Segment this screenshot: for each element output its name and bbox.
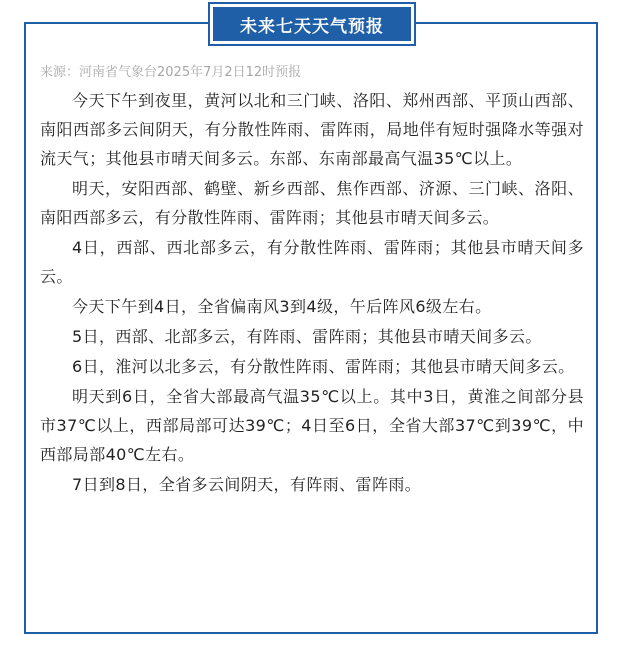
forecast-paragraph: 今天下午到夜里，黄河以北和三门峡、洛阳、郑州西部、平顶山西部、南阳西部多云间阴天，有分散性阵雨、雷阵雨，局地伴有短时强降水等强对流天气；其他县市晴天间多云。东部、东南部最高气温35℃以上。 <box>40 91 584 168</box>
forecast-paragraph: 5日，西部、北部多云，有阵雨、雷阵雨；其他县市晴天间多云。 <box>72 327 542 346</box>
forecast-paragraph: 今天下午到4日，全省偏南风3到4级，午后阵风6级左右。 <box>72 297 492 316</box>
forecast-content <box>40 62 584 500</box>
forecast-paragraph: 7日到8日，全省多云间阴天，有阵雨、雷阵雨。 <box>72 475 422 494</box>
forecast-paragraph: 4日，西部、西北部多云，有分散性阵雨、雷阵雨；其他县市晴天间多云。 <box>40 238 584 286</box>
forecast-paragraph: 6日，淮河以北多云，有分散性阵雨、雷阵雨；其他县市晴天间多云。 <box>72 357 575 376</box>
source-line: 来源：河南省气象台2025年7月2日12时预报 <box>40 65 302 80</box>
forecast-paragraph: 明天到6日，全省大部最高气温35℃以上。其中3日，黄淮之间部分县市37℃以上，西部局部可达39℃；4日至6日，全省大部37℃到39℃，中西部局部40℃左右。 <box>40 387 584 464</box>
forecast-paragraph: 明天，安阳西部、鹤壁、新乡西部、焦作西部、济源、三门峡、洛阳、南阳西部多云，有分散性阵雨、雷阵雨；其他县市晴天间多云。 <box>40 179 584 227</box>
title-banner <box>208 2 416 46</box>
page-title: 未来七天天气预报 <box>213 7 411 41</box>
